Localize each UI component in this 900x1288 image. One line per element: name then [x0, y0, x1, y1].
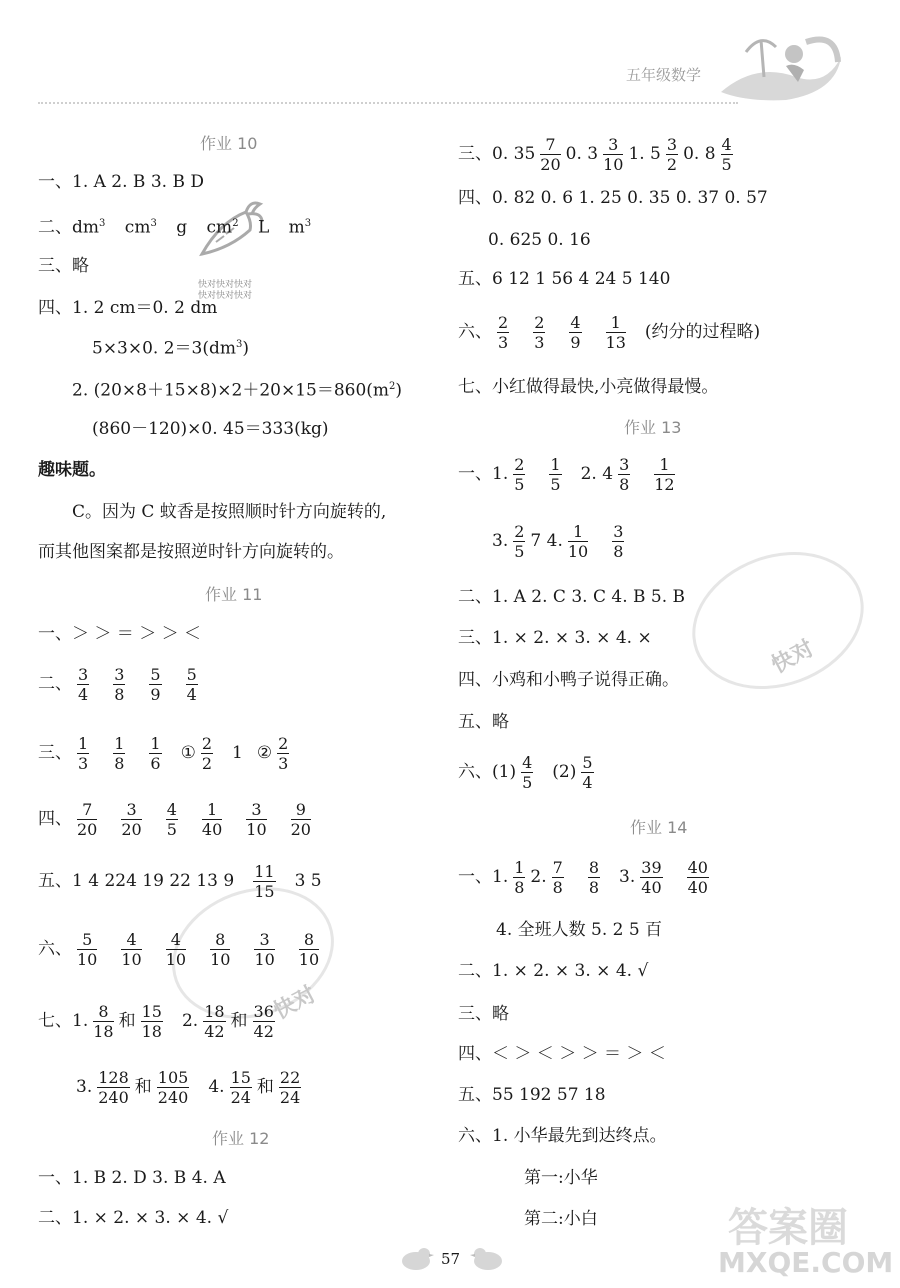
denominator: 10 — [246, 820, 267, 839]
fraction — [549, 455, 561, 494]
hw12-title: 作业 12 — [212, 1129, 270, 1148]
hw10-line1: 一、1. A 2. B 3. B D — [38, 172, 204, 192]
hw13-line2: 3. $\frac{2}{5}$ 7 4. $\frac{1}{10}$ $\frac{3}{8}$ — [492, 522, 624, 561]
denominator: 18 — [141, 1022, 162, 1041]
stamp-text-1: 快对快对快对 — [198, 280, 253, 290]
numerator: 1 — [568, 522, 588, 542]
hw10-line3: 三、略 — [38, 256, 89, 276]
surfer-illustration — [716, 22, 846, 102]
hw12-line2: 二、1. × 2. × 3. × 4. √ — [38, 1208, 229, 1228]
fraction — [202, 800, 222, 839]
denominator: 4 — [78, 685, 89, 704]
fraction — [640, 858, 662, 897]
numerator: 105 — [157, 1068, 189, 1087]
hw11-line3: 三、 $\frac{1}{3}$ $\frac{1}{8}$ $\frac{1}{6}$ ① $\frac{2}{2}$ 1 ② $\frac{2}{3}$ — [38, 734, 289, 773]
fraction — [513, 858, 525, 897]
numerator: 1 — [114, 734, 125, 753]
denominator: 5 — [522, 773, 533, 792]
denominator: 20 — [77, 820, 98, 839]
denominator: 40 — [641, 878, 662, 897]
hw13-line4: 三、1. × 2. × 3. × 4. × — [458, 628, 652, 648]
hw14-line9: 第二:小白 — [524, 1209, 598, 1229]
denominator: 3 — [278, 754, 289, 773]
denominator: 4 — [186, 685, 197, 704]
denominator: 2 — [201, 754, 212, 773]
denominator: 3 — [78, 754, 89, 773]
denominator: 20 — [121, 820, 142, 839]
hw12-line3: 三、0. 35 $\frac{7}{20}$ 0. 3 $\frac{3}{10}$ 1. 5 $\frac{3}{2}$ 0. 8 $\frac{4}{5}$ — [458, 135, 732, 174]
hw12-line5: 五、6 12 1 56 4 24 5 140 — [458, 269, 671, 289]
numerator: 2 — [534, 313, 545, 332]
fraction — [203, 1002, 225, 1041]
hw12-line4b: 0. 625 0. 16 — [488, 230, 591, 250]
numerator: 3 — [603, 135, 623, 155]
denominator: 20 — [290, 820, 311, 839]
fraction — [513, 522, 525, 561]
fraction — [77, 734, 89, 773]
fraction — [581, 753, 593, 792]
hw11-line1: 一、＞ ＞ ＝ ＞ ＞ ＜ — [38, 624, 202, 644]
denominator: 5 — [721, 155, 732, 174]
fraction — [603, 135, 623, 174]
hw13-line6: 五、略 — [458, 712, 509, 732]
fraction — [121, 800, 141, 839]
hw10-line7: (860－120)×0. 45＝333(kg) — [92, 419, 329, 439]
numerator: 4 — [570, 313, 581, 332]
numerator: 8 — [93, 1002, 113, 1022]
hw14-line8: 第一:小华 — [524, 1168, 598, 1188]
fraction — [149, 734, 161, 773]
denominator: 24 — [230, 1088, 251, 1107]
fun-line1: C。因为 C 蚊香是按照顺时针方向旋转的, — [72, 502, 387, 522]
numerator: 15 — [230, 1068, 251, 1087]
numerator: 39 — [641, 858, 662, 877]
hw14-line4: 三、略 — [458, 1004, 509, 1024]
watermark-site-cn: 答案圈 — [728, 1205, 848, 1251]
bird-right-icon — [470, 1246, 506, 1272]
fraction — [654, 455, 674, 494]
numerator: 4 — [166, 930, 186, 950]
numerator: 7 — [77, 800, 97, 820]
denominator: 15 — [254, 882, 275, 901]
denominator: 24 — [279, 1088, 301, 1107]
fraction — [77, 665, 89, 704]
numerator: 4 — [121, 930, 141, 950]
numerator: 4 — [522, 753, 533, 772]
hw14-title: 作业 14 — [630, 818, 688, 837]
fraction — [230, 1068, 252, 1107]
bird-left-icon — [398, 1246, 434, 1272]
denominator: 8 — [619, 475, 630, 494]
numerator: 22 — [279, 1068, 301, 1087]
denominator: 3 — [498, 333, 509, 352]
hw10-line5: 5×3×0. $2=3(dm^3)$ — [92, 338, 250, 359]
hw14-line6: 五、55 192 57 18 — [458, 1085, 606, 1105]
hw14-line7: 六、1. 小华最先到达终点。 — [458, 1126, 667, 1146]
fraction — [93, 1002, 113, 1041]
fraction — [588, 858, 600, 897]
fraction — [253, 1002, 275, 1041]
numerator: 5 — [186, 665, 197, 684]
header-dotted-rule — [38, 102, 738, 104]
hw13-line1: 一、1. $\frac{2}{5}$ $\frac{1}{5}$ 2. 4 $\frac{3}{8}$ $\frac{1}{12}$ — [458, 455, 675, 494]
hw11-line6: 六、 $\frac{5}{10}$ $\frac{4}{10}$ $\frac{4}{10}$ $\frac{8}{10}$ $\frac{3}{10}$ $\frac{8}{10}$ — [38, 930, 320, 969]
denominator: 10 — [77, 950, 98, 969]
fraction — [254, 930, 274, 969]
numerator: 1 — [654, 455, 674, 475]
denominator: 10 — [254, 950, 275, 969]
numerator: 1 — [150, 734, 161, 753]
fraction — [513, 455, 525, 494]
fraction — [569, 313, 581, 352]
fraction — [253, 862, 275, 901]
denominator: 2 — [666, 155, 678, 174]
numerator: 128 — [98, 1068, 129, 1087]
denominator: 8 — [588, 878, 600, 897]
denominator: 240 — [157, 1088, 189, 1107]
numerator: 1 — [514, 858, 525, 877]
numerator: 3 — [613, 522, 624, 541]
fraction — [533, 313, 545, 352]
numerator: 8 — [299, 930, 319, 950]
numerator: 5 — [77, 930, 97, 950]
hw11-line2: 二、 $\frac{3}{4}$ $\frac{3}{8}$ $\frac{5}{9}$ $\frac{5}{4}$ — [38, 665, 197, 704]
denominator: 40 — [201, 820, 223, 839]
watermark-site: MXQE.COM — [718, 1246, 894, 1279]
fraction — [186, 665, 198, 704]
fraction — [121, 930, 141, 969]
fraction — [606, 313, 626, 352]
hw12-line7: 七、小红做得最快,小亮做得最慢。 — [458, 377, 719, 397]
hw11-line7: 七、1. $\frac{8}{18}$ 和 $\frac{15}{18}$ 2. $\frac{18}{42}$ 和 $\frac{36}{42}$ — [38, 1002, 274, 1041]
hw11-line5: 五、1 4 224 19 22 13 9 $\frac{11}{15}$ 3 5 — [38, 862, 322, 901]
fraction — [113, 734, 125, 773]
denominator: 8 — [552, 878, 563, 897]
numerator: 7 — [540, 135, 560, 155]
hw14-line3: 二、1. × 2. × 3. × 4. √ — [458, 961, 649, 981]
numerator: 36 — [253, 1002, 274, 1021]
numerator: 4 — [166, 800, 177, 819]
denominator: 10 — [121, 950, 142, 969]
page-number: 57 — [441, 1250, 461, 1268]
denominator: 13 — [605, 333, 626, 352]
fraction — [291, 800, 311, 839]
denominator: 10 — [165, 950, 187, 969]
denominator: 8 — [613, 542, 624, 561]
fraction — [618, 455, 630, 494]
fraction — [666, 135, 678, 174]
denominator: 40 — [687, 878, 708, 897]
hw12-line6: 六、 $\frac{2}{3}$ $\frac{2}{3}$ $\frac{4}{9}$ $\frac{1}{13}$ (约分的过程略) — [458, 313, 761, 352]
denominator: 9 — [570, 333, 581, 352]
hw11-title: 作业 11 — [205, 585, 263, 604]
numerator: 1 — [202, 800, 222, 820]
hw14-line5: 四、＜ ＞ ＜ ＞ ＞ ＝ ＞ ＜ — [458, 1044, 666, 1064]
grade-label: 五年级数学 — [626, 66, 702, 84]
numerator: 1 — [606, 313, 626, 333]
denominator: 8 — [114, 754, 125, 773]
numerator: 3 — [78, 665, 89, 684]
denominator: 10 — [603, 155, 624, 174]
fraction — [721, 135, 733, 174]
numerator: 3 — [254, 930, 274, 950]
numerator: 40 — [687, 858, 708, 877]
fraction — [246, 800, 266, 839]
denominator: 3 — [534, 333, 545, 352]
numerator: 11 — [254, 862, 275, 881]
fraction — [552, 858, 564, 897]
denominator: 20 — [540, 155, 561, 174]
numerator: 1 — [78, 734, 89, 753]
denominator: 5 — [166, 820, 177, 839]
fraction — [497, 313, 509, 352]
hw12-line1: 一、1. B 2. D 3. B 4. A — [38, 1168, 226, 1188]
numerator: 3 — [246, 800, 266, 820]
fraction — [77, 930, 97, 969]
numerator: 3 — [114, 665, 125, 684]
denominator: 10 — [567, 542, 589, 561]
fraction — [149, 665, 161, 704]
hw10-line4: 四、1. 2 cm＝0. 2 dm — [38, 298, 218, 318]
hw14-line1: 一、1. $\frac{1}{8}$ 2. $\frac{7}{8}$ $\frac{8}{8}$ 3. $\frac{39}{40}$ $\frac{40}{40}$ — [458, 858, 708, 897]
hw13-line7: 六、(1) $\frac{4}{5}$ (2) $\frac{5}{4}$ — [458, 753, 593, 792]
denominator: 8 — [114, 685, 125, 704]
fraction — [166, 800, 178, 839]
denominator: 5 — [550, 475, 561, 494]
fraction — [299, 930, 319, 969]
numerator: 15 — [141, 1002, 162, 1021]
hw10-line2: 二、$dm^3$ $cm^3$ g $cm^2$ L $m^3$ — [38, 217, 312, 238]
numerator: 2 — [201, 734, 212, 753]
hw14-line2: 4. 全班人数 5. 2 5 百 — [496, 920, 663, 940]
watermark-brand-left: 快对 — [269, 981, 321, 1025]
hw13-title: 作业 13 — [624, 418, 682, 437]
fraction — [201, 734, 213, 773]
denominator: 8 — [514, 878, 525, 897]
hw13-line5: 四、小鸡和小鸭子说得正确。 — [458, 670, 679, 690]
numerator: 3 — [121, 800, 141, 820]
fun-title: 趣味题。 — [38, 460, 106, 480]
fraction — [277, 734, 289, 773]
denominator: 10 — [210, 950, 231, 969]
fraction — [141, 1002, 163, 1041]
numerator: 9 — [291, 800, 311, 820]
fraction — [687, 858, 709, 897]
denominator: 6 — [150, 754, 161, 773]
fraction — [157, 1068, 190, 1107]
denominator: 4 — [582, 773, 593, 792]
hw10-line6: 2. $(20\times 8+15\times 8)\times 2+20\times 15=860(m^2)$ — [72, 380, 403, 401]
denominator: 9 — [150, 685, 161, 704]
numerator: 2 — [514, 522, 525, 541]
fraction — [210, 930, 230, 969]
numerator: 1 — [550, 455, 561, 474]
denominator: 12 — [654, 475, 675, 494]
numerator: 5 — [582, 753, 593, 772]
numerator: 8 — [588, 858, 600, 877]
denominator: 18 — [93, 1022, 114, 1041]
fraction — [77, 800, 97, 839]
fun-line2: 而其他图案都是按照逆时针方向旋转的。 — [38, 542, 344, 562]
numerator: 8 — [210, 930, 230, 950]
numerator: 2 — [514, 455, 525, 474]
denominator: 5 — [514, 542, 525, 561]
fraction — [568, 522, 588, 561]
watermark-circle-right — [673, 529, 883, 712]
denominator: 240 — [98, 1088, 129, 1107]
watermark-brand-right: 快对 — [767, 635, 819, 679]
fraction — [279, 1068, 301, 1107]
hw13-line3: 二、1. A 2. C 3. C 4. B 5. B — [458, 587, 686, 607]
fraction — [97, 1068, 130, 1107]
numerator: 4 — [721, 135, 732, 154]
numerator: 2 — [278, 734, 289, 753]
fraction — [612, 522, 624, 561]
stamp-text-2: 快对快对快对 — [198, 291, 253, 301]
numerator: 3 — [666, 135, 678, 154]
fraction — [113, 665, 125, 704]
denominator: 42 — [204, 1022, 225, 1041]
fraction — [540, 135, 560, 174]
denominator: 10 — [298, 950, 320, 969]
numerator: 2 — [498, 313, 509, 332]
hw11-line4: 四、 $\frac{7}{20}$ $\frac{3}{20}$ $\frac{4}{5}$ $\frac{1}{40}$ $\frac{3}{10}$ $\frac{9}{20}$ — [38, 800, 311, 839]
hw12-line4: 四、0. 82 0. 6 1. 25 0. 35 0. 37 0. 57 — [458, 188, 768, 208]
numerator: 3 — [619, 455, 630, 474]
numerator: 18 — [204, 1002, 225, 1021]
numerator: 7 — [552, 858, 563, 877]
denominator: 42 — [253, 1022, 274, 1041]
hw11-line8: 3. $\frac{128}{240}$ 和 $\frac{105}{240}$ 4. $\frac{15}{24}$ 和 $\frac{22}{24}$ — [76, 1068, 301, 1107]
denominator: 5 — [514, 475, 525, 494]
hw10-title: 作业 10 — [200, 134, 258, 153]
fraction — [166, 930, 186, 969]
numerator: 5 — [150, 665, 161, 684]
fraction — [521, 753, 533, 792]
